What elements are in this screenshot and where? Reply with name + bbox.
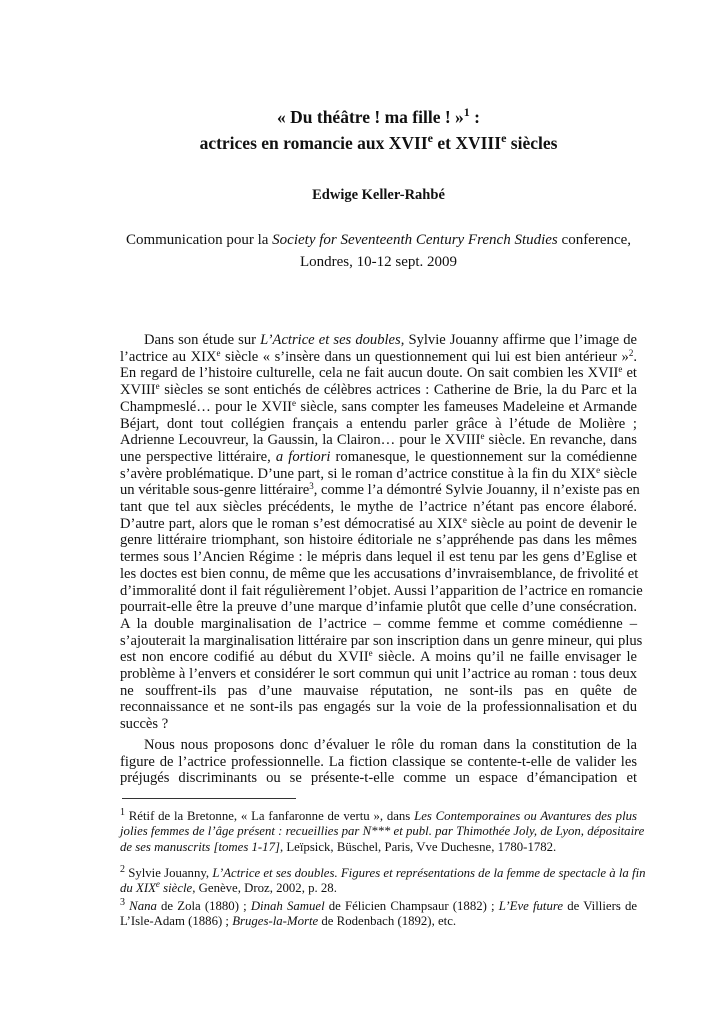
italic-text: siècle (159, 881, 193, 896)
text-run: et XVIII (433, 133, 502, 153)
text-line (120, 449, 637, 466)
superscript: e (155, 381, 160, 392)
text-run: genre littéraire triomphant, son histoire éditoriale ne s’appréhende pas dans les mêmes (120, 532, 637, 549)
text-run: un véritable sous-genre littéraire (120, 482, 310, 499)
text-run: s’avère problématique. D’une part, si le roman d’actrice constitue à la fin du XIX (120, 465, 597, 482)
italic-text: de ses manuscrits [tomes 1-17] (120, 839, 280, 854)
text-line (120, 516, 637, 533)
text-line (120, 616, 637, 633)
author-name: Edwige Keller-Rahbé (312, 187, 445, 203)
text-run: siècle. En revanche, dans (484, 432, 637, 449)
text-run: les doctes est bien connu, de même que les accusations d’invraisemblance, de frivolité et (120, 565, 639, 582)
italic-text: Bruges-la-Morte (232, 914, 319, 929)
superscript: e (596, 464, 601, 475)
italic-text: a fortiori (275, 448, 331, 465)
text-run: pourrait-elle être la preuve d’une marque d’infamie plutôt que celle d’une consécration. (120, 599, 637, 616)
italic-text: Dinah Samuel (250, 899, 325, 913)
text-run: termes sous l’Ancien Régime : le mépris dans lequel il est tenu par les gens d’Eglise et (120, 549, 637, 566)
text-run: préjugés discriminants ou se présente-t-elle comme un espace d’émancipation et (120, 770, 637, 787)
footnote-reference: 3 (309, 481, 314, 492)
text-line (120, 432, 637, 449)
superscript: e (292, 397, 297, 408)
text-run: , Genève, Droz, 2002, p. 28. (192, 881, 337, 896)
text-run: conference, (557, 232, 632, 248)
text-run: : (469, 107, 480, 127)
text-line (120, 809, 637, 824)
text-run: , Sylvie Jouanny affirme que l’image de (400, 332, 637, 348)
italic-text: du XIX (120, 881, 156, 896)
text-line (120, 349, 637, 366)
text-run: une perspective littéraire, (120, 448, 276, 465)
text-run: de Rodenbach (1892), etc. (318, 914, 457, 929)
superscript: e (501, 131, 507, 145)
text-line (120, 699, 637, 716)
text-run: , Leïpsick, Büschel, Paris, Vve Duchesne, 1780-1782. (279, 839, 557, 854)
title-line-2 (120, 130, 637, 156)
text-run: Communication pour la (125, 232, 273, 248)
superscript: e (427, 131, 433, 145)
text-line (120, 566, 637, 583)
text-run: L’Isle-Adam (1886) ; (120, 914, 233, 929)
text-line (120, 914, 637, 929)
text-run: de Villiers de (563, 899, 638, 913)
text-run: tant que tel aux siècles précédents, le mythe de l’actrice n’étant pas encore élaboré. (120, 499, 637, 516)
superscript: e (462, 514, 467, 525)
title-line-1 (120, 104, 637, 130)
footnote-2 (120, 864, 646, 897)
paragraph-2 (120, 737, 637, 787)
text-line (120, 499, 637, 516)
text-run: Londres, 10-12 sept. 2009 (299, 254, 458, 270)
text-line (120, 382, 637, 399)
text-line (120, 365, 637, 382)
document-title (120, 104, 637, 156)
superscript: e (368, 648, 373, 659)
italic-text: L’Actrice et ses doubles (260, 332, 401, 348)
text-line (120, 716, 637, 733)
text-run: Rétif de la Bretonne, « La fanfaronne de vertu », dans (125, 809, 415, 823)
text-line (120, 840, 637, 855)
text-line (120, 754, 637, 771)
text-run: succès ? (120, 716, 169, 733)
text-run: En regard de l’histoire culturelle, cela ne fait aucun doute. On sait combien les XVII (120, 365, 619, 382)
superscript: e (480, 431, 485, 442)
footnote-separator (122, 798, 296, 799)
text-run: siècle. A moins qu’il ne faille envisager le (372, 649, 637, 666)
text-run: est non encore codifié au début du XVII (120, 649, 369, 666)
communication-note (120, 229, 637, 273)
text-line (120, 666, 637, 683)
text-run: ne souffrent-ils pas d’une mauvaise réputation, ne sont-ils pas en quête de (120, 682, 637, 699)
text-line (120, 399, 637, 416)
text-line (120, 332, 637, 349)
text-run: Sylvie Jouanny, (125, 866, 213, 880)
text-run: Dans son étude sur (144, 332, 261, 348)
text-run: siècle, sans compter les fameuses Madeleine et Armande (296, 398, 637, 415)
text-run: XVIII (120, 382, 156, 399)
text-run: et (622, 365, 637, 382)
text-run: figure de l’actrice professionnelle. La fiction classique se contente-t-elle de valider les (120, 753, 637, 770)
text-run: Béjart, dont tout collégien français a entendu parler grâce à l’étude de Molière ; (120, 415, 637, 432)
footnote-3 (120, 899, 637, 930)
text-run: de Félicien Champsaur (1882) ; (324, 899, 499, 913)
text-line (120, 770, 637, 787)
text-run: actrices en romancie aux XVII (199, 133, 428, 153)
text-run: Champmeslé… pour le XVII (120, 398, 293, 415)
text-run: l’actrice au XIX (120, 348, 217, 365)
text-line (120, 864, 646, 881)
text-run: , comme l’a démontré Sylvie Jouanny, il n’existe pas en (313, 482, 640, 499)
footnote-1 (120, 807, 645, 855)
italic-text: jolies femmes de l’âge présent : recueillies par N*** et publ. par Thimothée Joly, de Lyon, dépositaire (120, 824, 645, 839)
text-line (120, 599, 637, 616)
footnote-reference: 2 (628, 347, 634, 358)
text-run: problème à l’envers et considérer le sort commun qui unit l’actrice au roman : tous deux (120, 666, 637, 683)
text-line (120, 649, 637, 666)
text-run: de Zola (1880) ; (156, 899, 251, 913)
text-line (120, 683, 637, 700)
text-line (120, 824, 645, 839)
superscript: e (155, 879, 160, 890)
italic-text: L’Actrice et ses doubles. Figures et représentations de la femme de spectacle à la fin (212, 866, 646, 880)
text-run: reconnaissance et ne sont-ils pas engagés sur la voie de la professionnalisation et du (120, 699, 637, 716)
text-run: Nous nous proposons donc d’évaluer le rôle du roman dans la constitution de la (144, 737, 637, 753)
communication-line-1 (120, 229, 637, 251)
footnote-reference: 3 (120, 897, 125, 908)
superscript: e (216, 347, 221, 358)
text-line (120, 549, 637, 566)
text-run: s’ajouterait la marginalisation littéraire par son inscription dans un genre mineur, qui plus (120, 632, 643, 649)
text-line (120, 416, 637, 433)
text-run: siècle « s’insère dans un questionnement qui lui est bien antérieur » (220, 348, 629, 365)
communication-line-2 (120, 251, 637, 273)
italic-text: L’Eve future (498, 899, 564, 913)
text-run: siècles se sont entichés de célèbres actrices : Catherine de Brie, la du Parc et la (159, 382, 637, 399)
text-line (120, 899, 637, 914)
footnote-reference: 1 (120, 807, 125, 818)
text-run: Adrienne Lecouvreur, la Gaussin, la Clairon… pour le XVIII (120, 432, 481, 449)
italic-text: Les Contemporaines ou Avantures des plus (414, 809, 637, 823)
text-run: . (633, 348, 637, 365)
text-run: « Du théâtre ! ma fille ! » (277, 107, 464, 127)
text-line (120, 481, 640, 499)
text-run: siècle au point de devenir le (466, 515, 637, 532)
text-run: siècles (506, 133, 558, 153)
text-line (120, 632, 643, 650)
italic-text: Society for Seventeenth Century French Studies (272, 232, 558, 248)
text-run: A la double marginalisation de l’actrice – comme femme et comme comédienne – (120, 615, 637, 632)
text-run: d’immoralité dont il fait régulièrement l’objet. Aussi l’apparition de l’actrice en romancie (120, 582, 643, 599)
footnote-reference: 2 (120, 864, 125, 875)
text-line (120, 466, 637, 483)
italic-text: Nana (129, 899, 157, 913)
text-line (120, 881, 637, 896)
text-run: D’autre part, alors que le roman s’est démocratisé au XIX (120, 515, 463, 532)
text-line (120, 532, 637, 549)
paragraph-1 (120, 332, 643, 733)
superscript: e (618, 364, 623, 375)
text-run: romanesque, le questionnement sur la comédienne (330, 448, 637, 465)
text-line (120, 582, 643, 600)
text-run: siècle (600, 465, 637, 482)
text-line (120, 737, 637, 754)
footnote-reference: 1 (463, 105, 470, 119)
